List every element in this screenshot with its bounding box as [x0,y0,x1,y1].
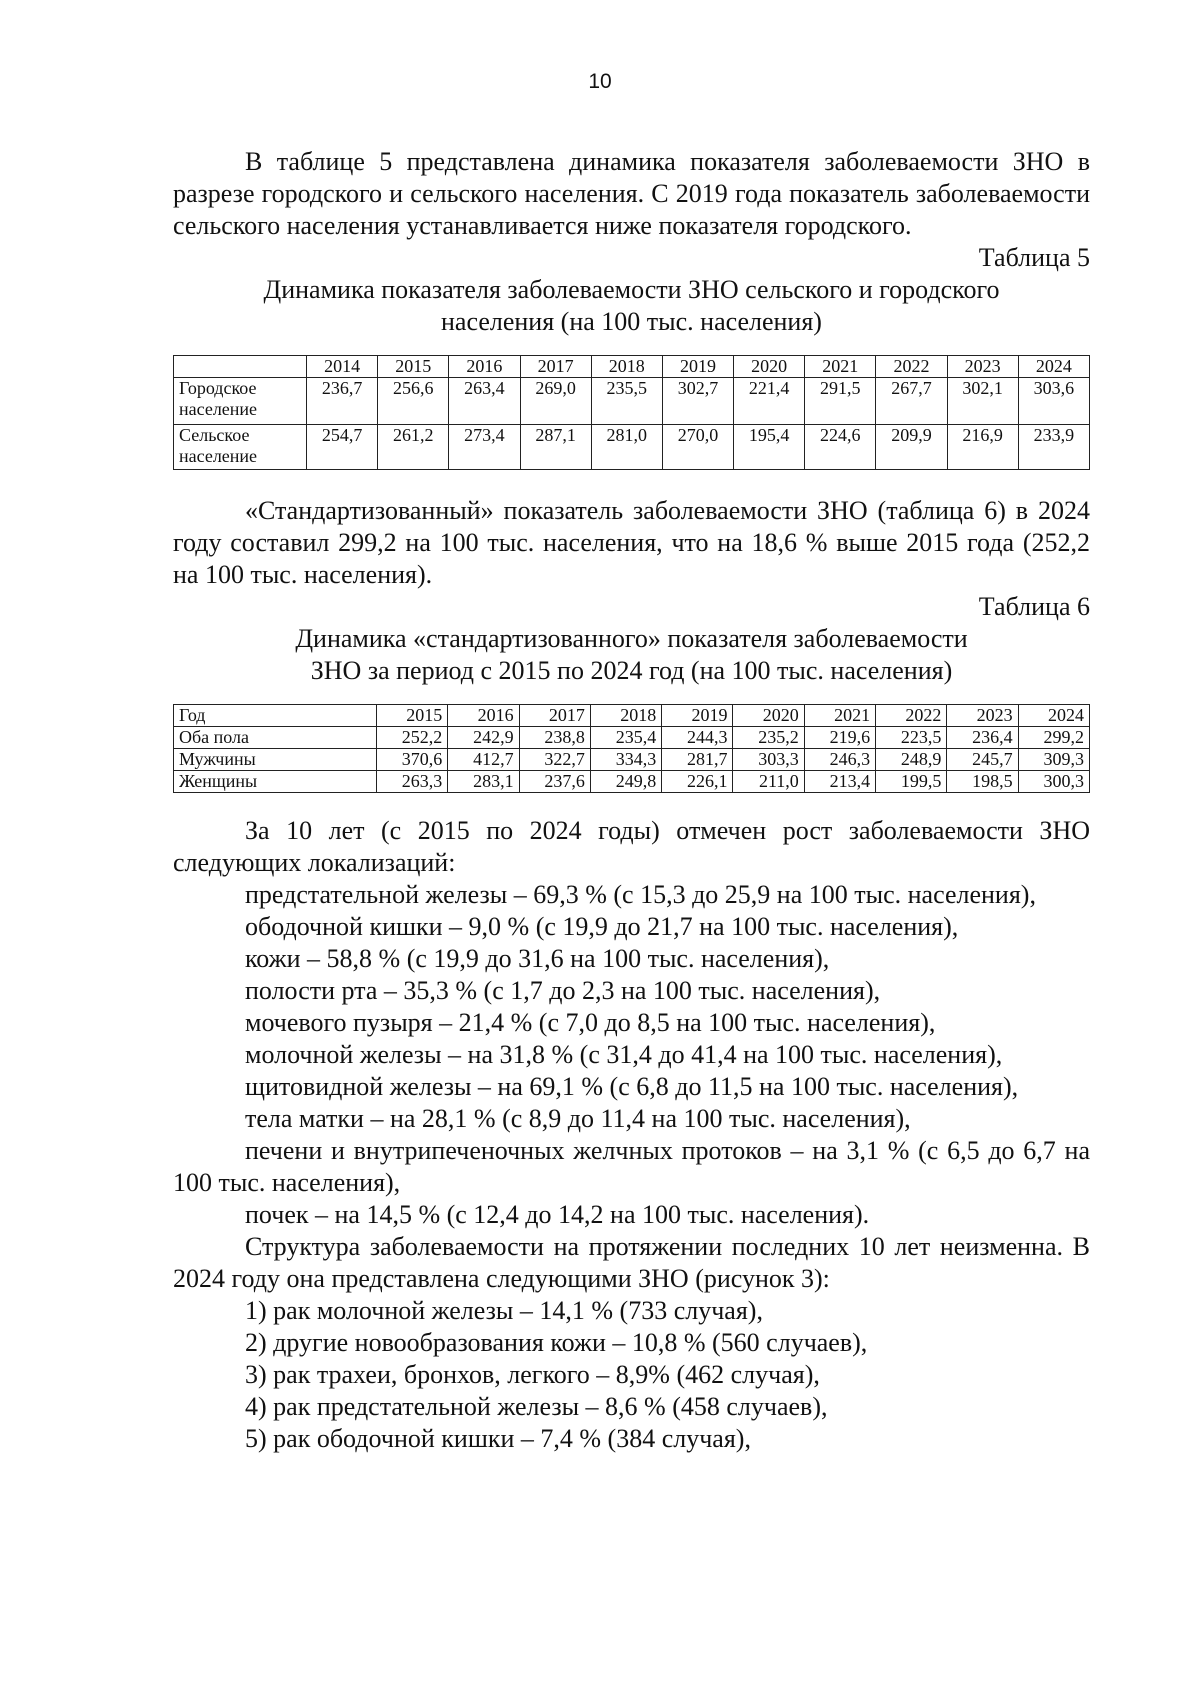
table6-value-cell: 370,6 [377,749,448,771]
table6-value-cell: 238,8 [519,727,590,749]
table5-value-cell: 195,4 [734,425,805,470]
table5-value-cell: 291,5 [805,378,876,425]
table6-value-cell: 303,3 [733,749,804,771]
table6-value-cell: 242,9 [448,727,519,749]
table5-value-cell: 235,5 [591,378,662,425]
table6-year-cell: 2024 [1018,705,1089,727]
table6-value-cell: 249,8 [590,771,661,793]
table6-value-cell: 263,3 [377,771,448,793]
table6-year-cell: 2017 [519,705,590,727]
table5-year-cell: 2020 [734,356,805,378]
table5-year-cell: 2023 [947,356,1018,378]
table6-row-label: Оба пола [174,727,377,749]
table6-value-cell: 219,6 [804,727,875,749]
table5-value-cell: 254,7 [307,425,378,470]
table5-year-cell: 2021 [805,356,876,378]
growth-list-item: предстательной железы – 69,3 % (с 15,3 до 25,9 на 100 тыс. населения), [245,880,1036,909]
paragraph-growth-intro: За 10 лет (с 2015 по 2024 годы) отмечен рост заболеваемости ЗНО следующих локализаций: [173,816,1090,877]
table5-value-cell: 302,7 [662,378,733,425]
table5-value-cell: 281,0 [591,425,662,470]
table5-row-rural [174,425,1090,470]
table5-title-line2: населения (на 100 тыс. населения) [441,307,822,336]
table5-row-label: Городское население [174,378,307,425]
table5-title-line1: Динамика показателя заболеваемости ЗНО сельского и городского [263,275,1000,304]
table5-value-cell: 256,6 [378,378,449,425]
table5-container [173,355,1090,470]
table6-value-cell: 244,3 [662,727,733,749]
table6-year-cell: 2019 [662,705,733,727]
table6-value-cell: 334,3 [590,749,661,771]
table6-year-cell: 2020 [733,705,804,727]
growth-list-item: молочной железы – на 31,8 % (с 31,4 до 41,4 на 100 тыс. населения), [245,1040,1003,1069]
table5-value-cell: 269,0 [520,378,591,425]
table6-value-cell: 237,6 [519,771,590,793]
table5-year-cell: 2022 [876,356,947,378]
table5-value-cell: 216,9 [947,425,1018,470]
growth-list-item: ободочной кишки – 9,0 % (с 19,9 до 21,7 на 100 тыс. населения), [245,912,959,941]
table5-year-cell: 2015 [378,356,449,378]
table6-value-cell: 235,2 [733,727,804,749]
growth-list-item: кожи – 58,8 % (с 19,9 до 31,6 на 100 тыс. населения), [245,944,830,973]
table5-value-cell: 273,4 [449,425,520,470]
table6-value-cell: 309,3 [1018,749,1089,771]
growth-list-item: щитовидной железы – на 69,1 % (с 6,8 до 11,5 на 100 тыс. населения), [245,1072,1019,1101]
table6-year-cell: 2015 [377,705,448,727]
table6-value-cell: 283,1 [448,771,519,793]
table6-year-cell: 2021 [804,705,875,727]
growth-list-item: почек – на 14,5 % (с 12,4 до 14,2 на 100 тыс. населения). [245,1200,870,1229]
table5-corner-cell [174,356,307,378]
table5-value-cell: 224,6 [805,425,876,470]
table6-value-cell: 246,3 [804,749,875,771]
structure-list-item: 1) рак молочной железы – 14,1 % (733 случая), [245,1296,763,1325]
table6-value-cell: 235,4 [590,727,661,749]
table5-value-cell: 233,9 [1018,425,1089,470]
structure-list-item: 5) рак ободочной кишки – 7,4 % (384 случая), [245,1424,751,1453]
table6-value-cell: 322,7 [519,749,590,771]
table6-value-cell: 226,1 [662,771,733,793]
table6 [173,704,1090,793]
table5-value-cell: 221,4 [734,378,805,425]
table6-header-label: Год [174,705,377,727]
table5-value-cell: 287,1 [520,425,591,470]
table5-header-row [174,356,1090,378]
paragraph-standardized: «Стандартизованный» показатель заболеваемости ЗНО (таблица 6) в 2024 году составил 299,2 на 100 тыс. населения, что на 18,6 % выше 2015 года (252,2 на 100 тыс. населения). [173,496,1090,589]
table5-year-cell: 2017 [520,356,591,378]
page-content [173,146,1090,1455]
growth-list-item: полости рта – 35,3 % (с 1,7 до 2,3 на 100 тыс. населения), [245,976,881,1005]
table5-year-cell: 2018 [591,356,662,378]
table5-year-cell: 2016 [449,356,520,378]
structure-list-item: 3) рак трахеи, бронхов, легкого – 8,9% (462 случая), [245,1360,820,1389]
growth-list-item: мочевого пузыря – 21,4 % (с 7,0 до 8,5 на 100 тыс. населения), [245,1008,936,1037]
table6-label: Таблица 6 [978,592,1090,621]
table6-value-cell: 299,2 [1018,727,1089,749]
table6-year-cell: 2016 [448,705,519,727]
table6-row-women [174,771,1090,793]
paragraph-structure: Структура заболеваемости на протяжении последних 10 лет неизменна. В 2024 году она представлена следующими ЗНО (рисунок 3): [173,1232,1090,1293]
table5-year-cell: 2024 [1018,356,1089,378]
table6-container [173,704,1090,793]
table6-value-cell: 300,3 [1018,771,1089,793]
table5-value-cell: 302,1 [947,378,1018,425]
table5-year-cell: 2014 [307,356,378,378]
table5-value-cell: 267,7 [876,378,947,425]
table6-value-cell: 223,5 [876,727,947,749]
growth-list-item: печени и внутрипеченочных желчных протоков – на 3,1 % (с 6,5 до 6,7 на 100 тыс. населения), [173,1136,1090,1197]
table6-value-cell: 412,7 [448,749,519,771]
table6-value-cell: 245,7 [947,749,1018,771]
table6-value-cell: 248,9 [876,749,947,771]
table6-value-cell: 213,4 [804,771,875,793]
table6-year-cell: 2018 [590,705,661,727]
table6-row-label: Женщины [174,771,377,793]
table6-value-cell: 281,7 [662,749,733,771]
table5-year-cell: 2019 [662,356,733,378]
growth-list-item: тела матки – на 28,1 % (с 8,9 до 11,4 на 100 тыс. населения), [245,1104,911,1133]
table6-year-cell: 2022 [876,705,947,727]
table6-row-men [174,749,1090,771]
table5-value-cell: 303,6 [1018,378,1089,425]
table6-value-cell: 211,0 [733,771,804,793]
structure-list-item: 4) рак предстательной железы – 8,6 % (458 случаев), [245,1392,828,1421]
table5-row-label: Сельское население [174,425,307,470]
paragraph-intro: В таблице 5 представлена динамика показателя заболеваемости ЗНО в разрезе городского и сельского населения. С 2019 года показатель заболеваемости сельского населения устанавливается ниже показателя городского. [173,147,1090,240]
table6-value-cell: 252,2 [377,727,448,749]
table5-value-cell: 236,7 [307,378,378,425]
table5-row-urban [174,378,1090,425]
table5-value-cell: 261,2 [378,425,449,470]
table6-year-cell: 2023 [947,705,1018,727]
structure-list-item: 2) другие новообразования кожи – 10,8 % (560 случаев), [245,1328,868,1357]
table5-value-cell: 270,0 [662,425,733,470]
table6-header-row [174,705,1090,727]
table5-value-cell: 209,9 [876,425,947,470]
table5-label: Таблица 5 [978,243,1090,272]
table6-row-both [174,727,1090,749]
table6-title-line1: Динамика «стандартизованного» показателя заболеваемости [295,624,968,653]
table6-value-cell: 198,5 [947,771,1018,793]
table6-value-cell: 236,4 [947,727,1018,749]
table5 [173,355,1090,470]
page-number: 10 [588,70,612,93]
table6-row-label: Мужчины [174,749,377,771]
table6-title-line2: ЗНО за период с 2015 по 2024 год (на 100 тыс. населения) [310,656,953,685]
table6-value-cell: 199,5 [876,771,947,793]
table5-value-cell: 263,4 [449,378,520,425]
